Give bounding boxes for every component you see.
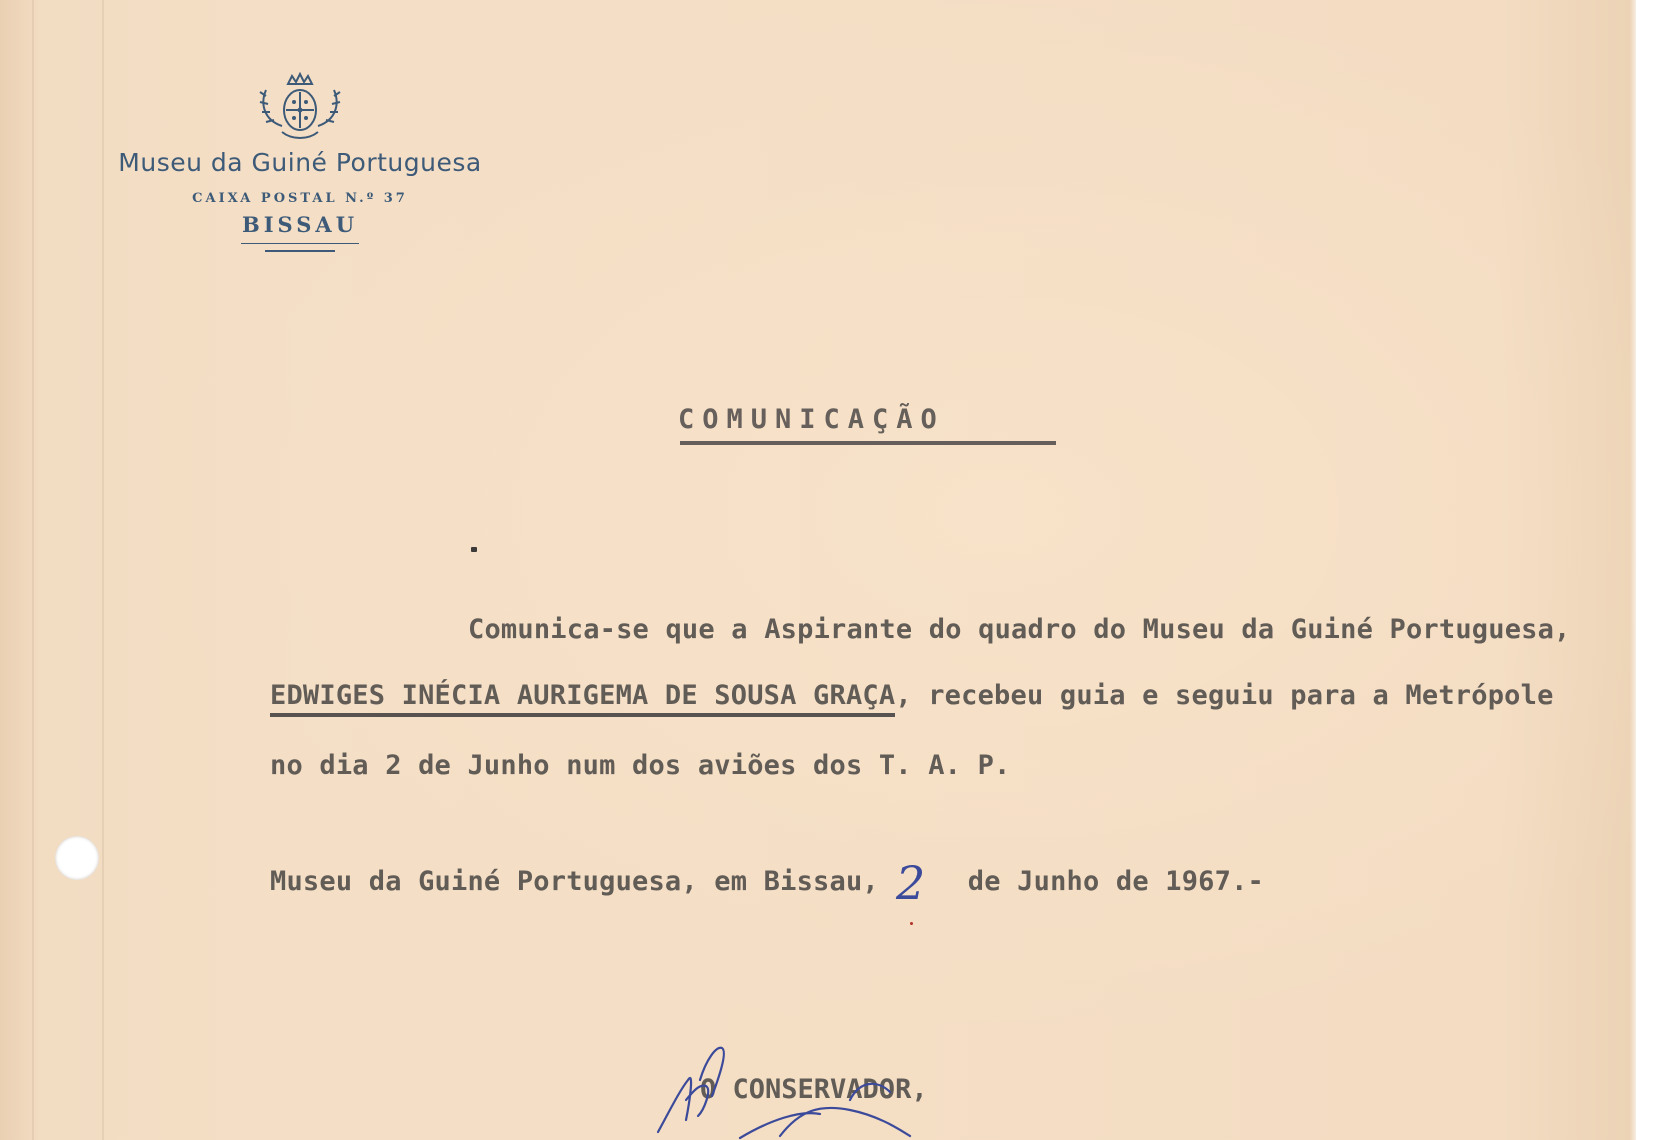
postal-box: CAIXA POSTAL N.º 37 (192, 191, 408, 206)
stray-mark (471, 547, 477, 552)
body-line-1: Comunica-se que a Aspirante do quadro do Museu da Guiné Portuguesa, (468, 614, 1571, 645)
document-heading: COMUNICAÇÃO (678, 404, 945, 435)
fold-line (32, 0, 34, 1140)
handwritten-signature (650, 1040, 970, 1140)
person-name: EDWIGES INÉCIA AURIGEMA DE SOUSA GRAÇA (270, 680, 895, 717)
organization-name: Museu da Guiné Portuguesa (118, 148, 482, 177)
closing-suffix: de Junho de 1967.- (967, 866, 1264, 897)
city-name: BISSAU (241, 212, 359, 237)
body-line-3: no dia 2 de Junho num dos aviões dos T. A. P. (270, 750, 1011, 781)
punch-hole (55, 836, 99, 880)
page-edge (1636, 0, 1664, 1140)
closing-prefix: Museu da Guiné Portuguesa, em Bissau, (270, 866, 879, 897)
handwritten-day: 2 (896, 856, 926, 910)
signature-title: O CONSERVADOR, (700, 1074, 928, 1105)
closing-line (270, 866, 1264, 897)
ink-speck (910, 922, 913, 925)
letterhead-rule-short (265, 250, 335, 252)
body-line-2 (270, 680, 1554, 717)
body-line-2-rest: , recebeu guia e seguiu para a Metrópole (895, 680, 1554, 711)
letterhead (80, 70, 520, 252)
letterhead-rule (241, 243, 359, 244)
heading-underline (680, 441, 1056, 445)
coat-of-arms-icon (252, 70, 348, 146)
